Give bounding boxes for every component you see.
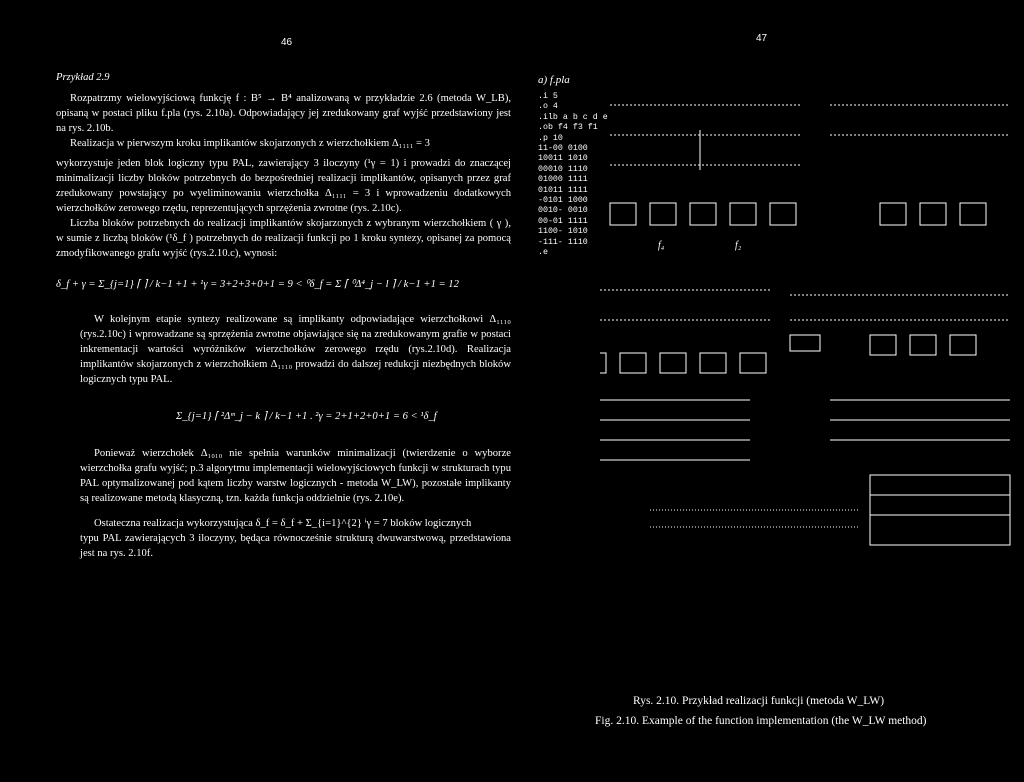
pla-line: 01011 1111: [538, 185, 588, 195]
diagram-label-f2: f₂: [735, 240, 742, 251]
paragraph-1: Rozpatrzmy wielowyjściową funkcję f : B⁵ → B⁴ analizowaną w przykładzie 2.6 (metoda W_LB), opisaną w postaci pliku f.pla (rys. 2.10a). Odpowiadający jej zredukowany graf wyjść przedstawiony jest na rys. 2.10b.: [56, 93, 511, 134]
pal-block: [700, 353, 726, 373]
pal-block: [730, 203, 756, 225]
pla-line: -111- 1110: [538, 237, 588, 247]
pal-block: [870, 475, 1010, 545]
pal-block: [660, 353, 686, 373]
pla-line: 00-01 1111: [538, 216, 588, 226]
pla-line: .e: [538, 248, 548, 258]
pla-line: 10011 1010: [538, 154, 588, 164]
pla-line: 11-00 0100: [538, 144, 588, 154]
paragraph-2b: wykorzystuje jeden blok logiczny typu PAL, zawierający 3 iloczyny (¹γ = 1) i prowadzi do znaczącej minimalizacji liczby bloków potrzebnych do bezpośredniej realizacji implikantów, opisanych przez graf zredukowany powstający po wyeliminowaniu wierzchołka Δ₁₁₁₁ = 3 i wprowadzeniu dodatkowych wierzchołków zerowego rzędu, reprezentujących sprzężenia zwrotne (rys. 2.10c).: [56, 158, 511, 214]
pla-line: 00010 1110: [538, 164, 588, 174]
pal-block: [740, 353, 766, 373]
pal-block: [910, 335, 936, 355]
example-heading: Przykład 2.9: [56, 72, 110, 83]
pal-block: [650, 203, 676, 225]
pal-block: [950, 335, 976, 355]
pal-block: [610, 203, 636, 225]
pal-block: [920, 203, 946, 225]
pal-block: [790, 335, 820, 351]
pla-line: .o 4: [538, 102, 558, 112]
paragraph-6b: typu PAL zawierających 3 iloczyny, będąca równocześnie strukturą dwuwarstwową, przedstawiona jest na rys. 2.10f.: [80, 533, 511, 559]
formula-2: Σ_{j=1} ⌈ ²Δᵐ_j − k ⌉ / k−1 +1 . ²γ = 2+1+2+0+1 = 6 < ¹δ_f: [176, 411, 437, 422]
pla-line: .i 5: [538, 92, 558, 101]
left-column-text: [56, 70, 511, 561]
pla-line: 01000 1111: [538, 175, 588, 185]
pla-listing: [538, 92, 608, 259]
pla-title: a) f.pla: [538, 74, 570, 86]
pal-block: [770, 203, 796, 225]
paragraph-2a: Realizacja w pierwszym kroku implikantów skojarzonych z wierzchołkiem Δ₁₁₁₁ = 3: [70, 138, 430, 149]
pal-block: [880, 203, 906, 225]
caption-polish: Rys. 2.10. Przykład realizacji funkcji (metoda W_LW): [633, 695, 885, 707]
diagram-label-f4: f₄: [658, 240, 665, 251]
pla-line: 1100- 1010: [538, 227, 588, 237]
page-number-left: 46: [281, 37, 293, 48]
pla-line: -0101 1000: [538, 196, 588, 206]
pla-line: 0010- 0010: [538, 206, 588, 216]
pla-line: .ilb a b c d e: [538, 112, 608, 122]
page-number-right: 47: [756, 33, 768, 44]
paragraph-4: W kolejnym etapie syntezy realizowane są implikanty odpowiadające wierzchołkowi Δ₁₁₁₀ (rys.2.10c) i wprowadzane są sprzężenia zwrotne objawiające się na zredukowanym grafie w postaci inkrementacji wartości wyróżników wierzchołków zerowego rzędu (rys.2.10d). Realizacja implikantów skojarzonych z wierzchołkiem Δ₁₁₁₀ prowadzi do dalszej redukcji niezbędnych bloków logicznych typu PAL.: [80, 314, 511, 385]
paragraph-5: Ponieważ wierzchołek Δ₁₀₁₀ nie spełnia warunków minimalizacji (twierdzenie o wyborze wierzchołka grafu wyjść; p.3 algorytmu implementacji wielowyjściowych funkcji w strukturach typu PAL optymalizowanej pod kątem liczby warstw logicznych - metoda W_LW), pozostałe implikanty są realizowane metodą klasyczną, tzn. każda funkcja oddzielnie (rys. 2.10e).: [80, 448, 511, 504]
pal-block: [620, 353, 646, 373]
pla-line: .p 10: [538, 133, 563, 143]
pla-line: .ob f4 f3 f1: [538, 123, 598, 133]
caption-english: Fig. 2.10. Example of the function implementation (the W_LW method): [595, 715, 927, 727]
pal-block: [870, 335, 896, 355]
figure-2-10-diagrams: [600, 95, 1020, 555]
pal-block: [690, 203, 716, 225]
paragraph-6a: Ostateczna realizacja wykorzystująca δ_f = δ_f + Σ_{i=1}^{2} ⁱγ = 7 bloków logicznych: [94, 518, 472, 529]
pal-block: [600, 353, 606, 373]
paragraph-3: Liczba bloków potrzebnych do realizacji implikantów skojarzonych z wybranym wierzchołkiem ( γ ), w sumie z liczbą bloków (¹δ_f ) potrzebnych do realizacji funkcji po 1 kroku syntezy, opisanej za pomocą zmodyfikowanego grafu wyjść (rys.2.10.c), wynosi:: [56, 218, 511, 259]
formula-1: δ_f + γ = Σ_{j=1} ⌈ ⌉ / k−1 +1 + ¹γ = 3+2+3+0+1 = 9 < ⁰δ_f = Σ ⌈ ⁰Δ⁴_j − l ⌉ / k−1 +1 = 12: [56, 279, 459, 290]
pal-block: [960, 203, 986, 225]
